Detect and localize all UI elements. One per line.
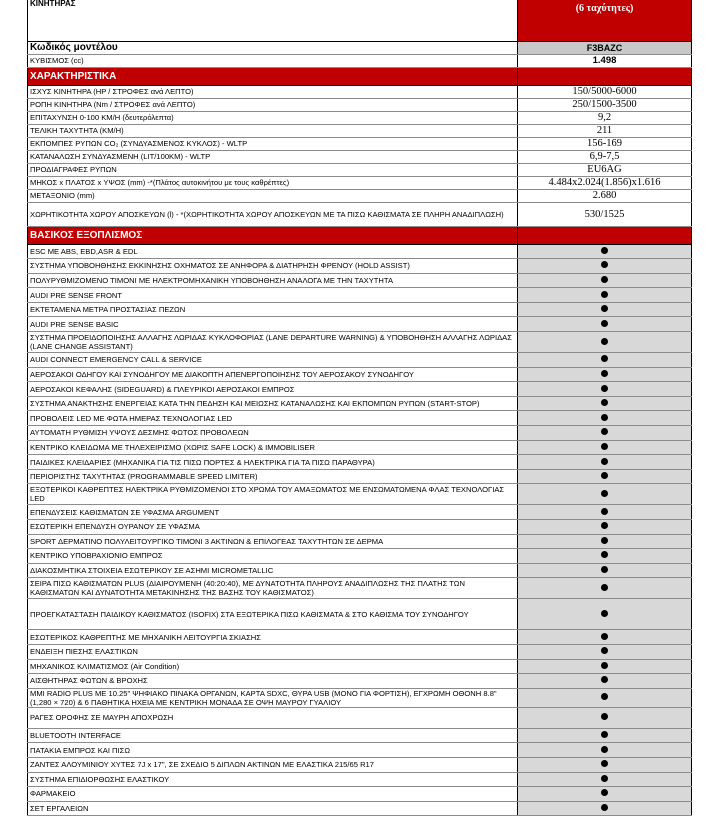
filled-circle-icon: [601, 775, 608, 782]
equipment-standard-cell: [518, 659, 692, 674]
equipment-standard-cell: [518, 505, 692, 520]
specs-section-title: ΧΑΡΑΚΤΗΡΙΣΤΙΚΑ: [28, 67, 518, 85]
equipment-row: [28, 630, 692, 645]
equipment-row: [28, 801, 692, 816]
equipment-standard-cell: [518, 484, 692, 505]
spec-value: 2.680: [518, 189, 692, 202]
filled-circle-icon: [601, 633, 608, 640]
filled-circle-icon: [601, 566, 608, 573]
spec-row: [28, 176, 692, 189]
equipment-standard-cell: [518, 630, 692, 645]
equipment-row: [28, 484, 692, 505]
equipment-section-header: [28, 226, 692, 244]
equipment-row: [28, 505, 692, 520]
equipment-row: [28, 563, 692, 578]
equipment-standard-cell: [518, 332, 692, 353]
spec-row: [28, 202, 692, 226]
spec-row: [28, 111, 692, 124]
equipment-label: AUDI PRE SENSE BASIC: [28, 317, 518, 332]
spec-label: ΤΕΛΙΚΗ ΤΑΧΥΤΗΤΑ (KM/H): [28, 124, 518, 137]
spec-value: 4.484x2.024(1.856)x1.616: [518, 176, 692, 189]
equipment-standard-cell: [518, 534, 692, 549]
equipment-section-title: ΒΑΣΙΚΟΣ ΕΞΟΠΛΙΣΜΟΣ: [28, 226, 518, 244]
equipment-row: [28, 644, 692, 659]
equipment-label: ΕΞΩΤΕΡΙΚΟΙ ΚΑΘΡΕΠΤΕΣ ΗΛΕΚΤΡΙΚΑ ΡΥΘΜΙΖΟΜΕΝΟΙ ΣΤΟ ΧΡΩΜΑ ΤΟΥ ΑΜΑΞΩΜΑΤΟΣ ΜΕ ΕΝΣΩΜΑΤΩΜΕΝΑ ΦΛΑΣ ΤΕΧΝΟΛΟΓΙΑΣ LED: [28, 484, 518, 505]
equipment-label: SPORT ΔΕΡΜΑΤΙΝΟ ΠΟΛΥΛΕΙΤΟΥΡΓΙΚΟ ΤΙΜΟΝΙ 3 ΑΚΤΙΝΩΝ & ΕΠΙΛΟΓΕΑΣ ΤΑΧΥΤΗΤΩΝ ΣΕ ΔΕΡΜΑ: [28, 534, 518, 549]
engine-label-cell: [28, 0, 518, 16]
equipment-standard-cell: [518, 674, 692, 689]
equipment-row: [28, 455, 692, 470]
filled-circle-icon: [601, 522, 608, 529]
equipment-standard-cell: [518, 757, 692, 772]
equipment-label: AUDI PRE SENSE FRONT: [28, 288, 518, 303]
spec-label: ΠΡΟΔΙΑΓΡΑΦΕΣ ΡΥΠΩΝ: [28, 163, 518, 176]
spec-label: ΕΠΙΤΑΧΥΝΣΗ 0-100 KM/H (δευτερόλεπτα): [28, 111, 518, 124]
filled-circle-icon: [601, 537, 608, 544]
filled-circle-icon: [601, 551, 608, 558]
filled-circle-icon: [601, 610, 608, 617]
equipment-standard-cell: [518, 563, 692, 578]
filled-circle-icon: [601, 693, 608, 700]
equipment-label: MMI RADIO PLUS ME 10.25" ΨΗΦΙΑΚΟ ΠΙΝΑΚΑ ΟΡΓΑΝΩΝ, ΚΑΡΤΑ SDXC, ΘΥΡΑ USB (MONO ΓΙΑ ΦΟΡΤΙΣΗ), ΕΓΧΡΩΜΗ ΟΘΟΝΗ 8.8" (1,280 × 720) & 6 ΠΑΘΗΤΙΚΑ ΗΧΕΙΑ ΜΕ ΚΕΝΤΡΙΚΗ ΜΟΝΑΔΑ ΣΕ ΟΨΗ ΜΑΥΡΟΥ ΓΥΑΛΙΟΥ: [28, 688, 518, 707]
equipment-row: [28, 674, 692, 689]
spec-value: 211: [518, 124, 692, 137]
equipment-standard-cell: [518, 382, 692, 397]
equipment-label: BLUETOOTH INTERFACE: [28, 728, 518, 743]
equipment-label: ΕΣΩΤΕΡΙΚΟΣ ΚΑΘΡΕΠΤΗΣ ΜΕ ΜΗΧΑΝΙΚΗ ΛΕΙΤΟΥΡΓΙΑ ΣΚΙΑΣΗΣ: [28, 630, 518, 645]
spec-label: ΡΟΠΗ ΚΙΝΗΤΗΡΑ (Nm / ΣΤΡΟΦΕΣ ανά ΛΕΠΤΟ): [28, 98, 518, 111]
equipment-standard-cell: [518, 520, 692, 535]
equipment-row: [28, 440, 692, 455]
spec-value: 150/5000-6000: [518, 85, 692, 98]
filled-circle-icon: [601, 247, 608, 254]
filled-circle-icon: [601, 508, 608, 515]
equipment-standard-cell: [518, 273, 692, 288]
equipment-label: ΕΠΕΝΔΥΣΕΙΣ ΚΑΘΙΣΜΑΤΩΝ ΣΕ ΥΦΑΣΜΑ ARGUMENT: [28, 505, 518, 520]
filled-circle-icon: [601, 676, 608, 683]
filled-circle-icon: [601, 804, 608, 811]
equipment-label: ΔΙΑΚΟΣΜΗΤΙΚΑ ΣΤΟΙΧΕΙΑ ΕΣΩΤΕΡΙΚΟΥ ΣΕ ΑΣΗΜΙ MICROMETALLIC: [28, 563, 518, 578]
header-red-band: [518, 16, 692, 41]
equipment-label: ΕΚΤΕΤΑΜΕΝΑ ΜΕΤΡΑ ΠΡΟΣΤΑΣΙΑΣ ΠΕΖΩΝ: [28, 302, 518, 317]
filled-circle-icon: [601, 261, 608, 268]
equipment-row: [28, 787, 692, 802]
spec-value: 530/1525: [518, 202, 692, 226]
filled-circle-icon: [601, 713, 608, 720]
equipment-row: [28, 757, 692, 772]
filled-circle-icon: [601, 789, 608, 796]
equipment-standard-cell: [518, 707, 692, 728]
equipment-standard-cell: [518, 353, 692, 368]
equipment-label: ΠΑΤΑΚΙΑ ΕΜΠΡΟΣ ΚΑΙ ΠΙΣΩ: [28, 743, 518, 758]
equipment-label: ΣΥΣΤΗΜΑ ΑΝΑΚΤΗΣΗΣ ΕΝΕΡΓΕΙΑΣ ΚΑΤΑ ΤΗΝ ΠΕΔΗΣΗ ΚΑΙ ΜΕΙΩΣΗΣ ΚΑΤΑΝΑΛΩΣΗΣ ΚΑΙ ΕΚΠΟΜΠΩΝ ΡΥΠΩΝ (START-STOP): [28, 396, 518, 411]
equipment-standard-cell: [518, 743, 692, 758]
equipment-label: ΚΕΝΤΡΙΚΟ ΥΠΟΒΡΑΧΙΟΝΙΟ ΕΜΠΡΟΣ: [28, 549, 518, 564]
filled-circle-icon: [601, 490, 608, 497]
equipment-standard-cell: [518, 644, 692, 659]
header-spacer-row: [28, 16, 692, 41]
equipment-row: [28, 382, 692, 397]
equipment-row: [28, 549, 692, 564]
filled-circle-icon: [601, 443, 608, 450]
equipment-label: ΣΥΣΤΗΜΑ ΥΠΟΒΟΗΘΗΣΗΣ ΕΚΚΙΝΗΣΗΣ ΟΧΗΜΑΤΟΣ ΣΕ ΑΝΗΦΟΡΑ & ΔΙΑΤΗΡΗΣΗ ΦΡΕΝΟΥ (HOLD ASSIST): [28, 259, 518, 274]
equipment-standard-cell: [518, 728, 692, 743]
equipment-label: ΣΕΙΡΑ ΠΙΣΩ ΚΑΘΙΣΜΑΤΩΝ PLUS (ΔΙΑΙΡΟΥΜΕΝΗ (40:20:40), ΜΕ ΔΥΝΑΤΟΤΗΤΑ ΠΛΗΡΟΥΣ ΑΝΑΔΙΠΛΩΣΗΣ ΤΗΣ ΠΛΑΤΗΣ ΤΩΝ ΚΑΘΙΣΜΑΤΩΝ ΚΑΙ ΔΥΝΑΤΟΤΗΤΑ ΜΕΤΑΚΙΝΗΣΗΣ ΤΗΣ ΒΑΣΗΣ ΤΟΥ ΚΑΘΙΣΜΑΤΟΣ): [28, 578, 518, 599]
model-code-value: F3BAZC: [518, 41, 692, 54]
equipment-standard-cell: [518, 288, 692, 303]
spec-value: 156-169: [518, 137, 692, 150]
equipment-label: ΑΥΤΟΜΑΤΗ ΡΥΘΜΙΣΗ ΥΨΟΥΣ ΔΕΣΜΗΣ ΦΩΤΟΣ ΠΡΟΒΟΛΕΩΝ: [28, 426, 518, 441]
equipment-standard-cell: [518, 455, 692, 470]
equipment-row: [28, 273, 692, 288]
equipment-row: [28, 317, 692, 332]
equipment-row: [28, 599, 692, 630]
equipment-standard-cell: [518, 787, 692, 802]
equipment-standard-cell: [518, 578, 692, 599]
spec-value: 9,2: [518, 111, 692, 124]
equipment-row: [28, 332, 692, 353]
spec-value: EU6AG: [518, 163, 692, 176]
equipment-standard-cell: [518, 396, 692, 411]
equipment-standard-cell: [518, 411, 692, 426]
displacement-value: 1.498: [518, 54, 692, 67]
equipment-row: [28, 578, 692, 599]
equipment-label: ΖΑΝΤΕΣ ΑΛΟΥΜΙΝΙΟΥ ΧΥΤΕΣ 7J x 17", ΣΕ ΣΧΕΔΙΟ 5 ΔΙΠΛΩΝ ΑΚΤΙΝΩΝ ΜΕ ΕΛΑΣΤΙΚΑ 215/65 R17: [28, 757, 518, 772]
equipment-label: AUDI CONNECT EMERGENCY CALL & SERVICE: [28, 353, 518, 368]
spec-row: [28, 98, 692, 111]
filled-circle-icon: [601, 414, 608, 421]
equipment-standard-cell: [518, 469, 692, 484]
equipment-label: ΑΕΡΟΣΑΚΟΙ ΟΔΗΓΟΥ ΚΑΙ ΣΥΝΟΔΗΓΟΥ ΜΕ ΔΙΑΚΟΠΤΗ ΑΠΕΝΕΡΓΟΠΟΙΗΣΗΣ ΤΟΥ ΑΕΡΟΣΑΚΟΥ ΣΥΝΟΔΗΓΟΥ: [28, 367, 518, 382]
equipment-row: [28, 728, 692, 743]
equipment-row: [28, 772, 692, 787]
equipment-standard-cell: [518, 688, 692, 707]
spec-label: ΚΑΤΑΝΑΛΩΣΗ ΣΥΝΔΥΑΣΜΕΝΗ (LIT/100KM) - WLTP: [28, 150, 518, 163]
model-code-label: Κωδικός μοντέλου: [28, 41, 518, 54]
equipment-row: [28, 707, 692, 728]
equipment-row: [28, 396, 692, 411]
spec-value: 6,9-7,5: [518, 150, 692, 163]
equipment-label: ΣΥΣΤΗΜΑ ΠΡΟΕΙΔΟΠΟΙΗΣΗΣ ΑΛΛΑΓΗΣ ΛΩΡΙΔΑΣ ΚΥΚΛΟΦΟΡΙΑΣ (LANE DEPARTURE WARNING) & ΥΠΟΒΟΗΘΗΣΗ ΑΛΛΑΓΗΣ ΛΩΡΙΔΑΣ (LANE CHANGE ASSISTANT): [28, 332, 518, 353]
spec-label: ΕΚΠΟΜΠΕΣ ΡΥΠΩΝ CO₂ (ΣΥΝΔΥΑΣΜΕΝΟΣ ΚΥΚΛΟΣ) - WLTP: [28, 137, 518, 150]
spec-row: [28, 150, 692, 163]
equipment-label: ESC ME ABS, EBD,ASR & EDL: [28, 244, 518, 259]
equipment-row: [28, 288, 692, 303]
equipment-label: ΡΑΓΕΣ ΟΡΟΦΗΣ ΣΕ ΜΑΥΡΗ ΑΠΟΧΡΩΣΗ: [28, 707, 518, 728]
filled-circle-icon: [601, 760, 608, 767]
spec-row: [28, 189, 692, 202]
equipment-label: ΠΑΙΔΙΚΕΣ ΚΛΕΙΔΑΡΙΕΣ (ΜΗΧΑΝΙΚΑ ΓΙΑ ΤΙΣ ΠΙΣΩ ΠΟΡΤΕΣ & ΗΛΕΚΤΡΙΚΑ ΓΙΑ ΤΑ ΠΙΣΩ ΠΑΡΑΘΥΡΑ): [28, 455, 518, 470]
filled-circle-icon: [601, 338, 608, 345]
spec-table: [27, 0, 692, 816]
equipment-label: ΠΟΛΥΡΥΘΜΙΖΟΜΕΝΟ ΤΙΜΟΝΙ ΜΕ ΗΛΕΚΤΡΟΜΗΧΑΝΙΚΗ ΥΠΟΒΟΗΘΗΣΗ ΑΝΑΛΟΓΑ ΜΕ ΤΗΝ ΤΑΧΥΤΗΤΑ: [28, 273, 518, 288]
equipment-row: [28, 259, 692, 274]
equipment-row: [28, 367, 692, 382]
equipment-standard-cell: [518, 244, 692, 259]
filled-circle-icon: [601, 385, 608, 392]
filled-circle-icon: [601, 731, 608, 738]
equipment-label: ΚΕΝΤΡΙΚΟ ΚΛΕΙΔΩΜΑ ΜΕ ΤΗΛΕΧΕΙΡΙΣΜΟ (ΧΩΡΙΣ SAFE LOCK) & IMMOBILISER: [28, 440, 518, 455]
equipment-row: [28, 520, 692, 535]
spec-row: [28, 137, 692, 150]
engine-header-row: [28, 0, 692, 16]
equipment-label: ΠΡΟΕΓΚΑΤΑΣΤΑΣΗ ΠΑΙΔΙΚΟΥ ΚΑΘΙΣΜΑΤΟΣ (ISOFIX) ΣΤΑ ΕΞΩΤΕΡΙΚΑ ΠΙΣΩ ΚΑΘΙΣΜΑΤΑ & ΣΤΟ ΚΑΘΙΣΜΑ ΤΟΥ ΣΥΝΟΔΗΓΟΥ: [28, 599, 518, 630]
spec-label: ΙΣΧΥΣ ΚΙΝΗΤΗΡΑ (HP / ΣΤΡΟΦΕΣ ανά ΛΕΠΤΟ): [28, 85, 518, 98]
equipment-standard-cell: [518, 259, 692, 274]
equipment-label: ΣΕΤ ΕΡΓΑΛΕΙΩΝ: [28, 801, 518, 816]
engine-label: ΚΙΝΗΤΗΡΑΣ: [30, 0, 76, 8]
equipment-label: ΠΡΟΒΟΛΕΙΣ LED ΜΕ ΦΩΤΑ ΗΜΕΡΑΣ ΤΕΧΝΟΛΟΓΙΑΣ LED: [28, 411, 518, 426]
filled-circle-icon: [601, 370, 608, 377]
equipment-row: [28, 302, 692, 317]
filled-circle-icon: [601, 291, 608, 298]
spec-row: [28, 163, 692, 176]
spec-label: ΜΗΚΟΣ x ΠΛΑΤΟΣ x ΥΨΟΣ (mm) -*(Πλάτος αυτοκινήτου με τους καθρέπτες): [28, 176, 518, 189]
equipment-standard-cell: [518, 317, 692, 332]
equipment-standard-cell: [518, 801, 692, 816]
filled-circle-icon: [601, 746, 608, 753]
spec-value: 250/1500-3500: [518, 98, 692, 111]
equipment-row: [28, 426, 692, 441]
equipment-row: [28, 743, 692, 758]
filled-circle-icon: [601, 305, 608, 312]
equipment-standard-cell: [518, 549, 692, 564]
equipment-row: [28, 688, 692, 707]
model-code-row: [28, 41, 692, 54]
filled-circle-icon: [601, 647, 608, 654]
equipment-row: [28, 353, 692, 368]
spec-label: ΜΕΤΑΞΟΝΙΟ (mm): [28, 189, 518, 202]
equipment-row: [28, 534, 692, 549]
displacement-row: [28, 54, 692, 67]
equipment-label: ΜΗΧΑΝΙΚΟΣ ΚΛΙΜΑΤΙΣΜΟΣ (Air Condition): [28, 659, 518, 674]
equipment-row: [28, 469, 692, 484]
equipment-label: ΑΙΣΘΗΤΗΡΑΣ ΦΩΤΩΝ & ΒΡΟΧΗΣ: [28, 674, 518, 689]
equipment-standard-cell: [518, 426, 692, 441]
equipment-row: [28, 411, 692, 426]
equipment-standard-cell: [518, 772, 692, 787]
filled-circle-icon: [601, 399, 608, 406]
filled-circle-icon: [601, 584, 608, 591]
equipment-standard-cell: [518, 440, 692, 455]
equipment-standard-cell: [518, 367, 692, 382]
equipment-label: ΕΝΔΕΙΞΗ ΠΙΕΣΗΣ ΕΛΑΣΤΙΚΩΝ: [28, 644, 518, 659]
filled-circle-icon: [601, 428, 608, 435]
filled-circle-icon: [601, 662, 608, 669]
filled-circle-icon: [601, 276, 608, 283]
equipment-row: [28, 659, 692, 674]
equipment-label: ΠΕΡΙΟΡΙΣΤΗΣ ΤΑΧΥΤΗΤΑΣ (PROGRAMMABLE SPEED LIMITER): [28, 469, 518, 484]
equipment-label: ΑΕΡΟΣΑΚΟΙ ΚΕΦΑΛΗΣ (SIDEGUARD) & ΠΛΕΥΡΙΚΟΙ ΑΕΡΟΣΑΚΟΙ ΕΜΠΡΟΣ: [28, 382, 518, 397]
transmission-label: (6 ταχύτητες): [518, 0, 692, 16]
equipment-standard-cell: [518, 302, 692, 317]
filled-circle-icon: [601, 355, 608, 362]
equipment-label: ΦΑΡΜΑΚΕΙΟ: [28, 787, 518, 802]
spec-label: ΧΩΡΗΤΙΚΟΤΗΤΑ ΧΩΡΟΥ ΑΠΟΣΚΕΥΩΝ (l) - *(ΧΩΡΗΤΙΚΟΤΗΤΑ ΧΩΡΟΥ ΑΠΟΣΚΕΥΩΝ ΜΕ ΤΑ ΠΙΣΩ ΚΑΘΙΣΜΑΤΑ ΣΕ ΠΛΗΡΗ ΑΝΑΔΙΠΛΩΣΗ): [28, 202, 518, 226]
spec-row: [28, 85, 692, 98]
equipment-row: [28, 244, 692, 259]
filled-circle-icon: [601, 472, 608, 479]
equipment-label: ΣΥΣΤΗΜΑ ΕΠΙΔΙΟΡΘΩΣΗΣ ΕΛΑΣΤΙΚΟΥ: [28, 772, 518, 787]
spec-sheet: [27, 0, 681, 816]
displacement-label: ΚΥΒΙΣΜΟΣ (cc): [28, 54, 518, 67]
specs-section-header: [28, 67, 692, 85]
spec-row: [28, 124, 692, 137]
equipment-standard-cell: [518, 599, 692, 630]
equipment-label: ΕΣΩΤΕΡΙΚΗ ΕΠΕΝΔΥΣΗ ΟΥΡΑΝΟΥ ΣΕ ΥΦΑΣΜΑ: [28, 520, 518, 535]
filled-circle-icon: [601, 458, 608, 465]
filled-circle-icon: [601, 320, 608, 327]
